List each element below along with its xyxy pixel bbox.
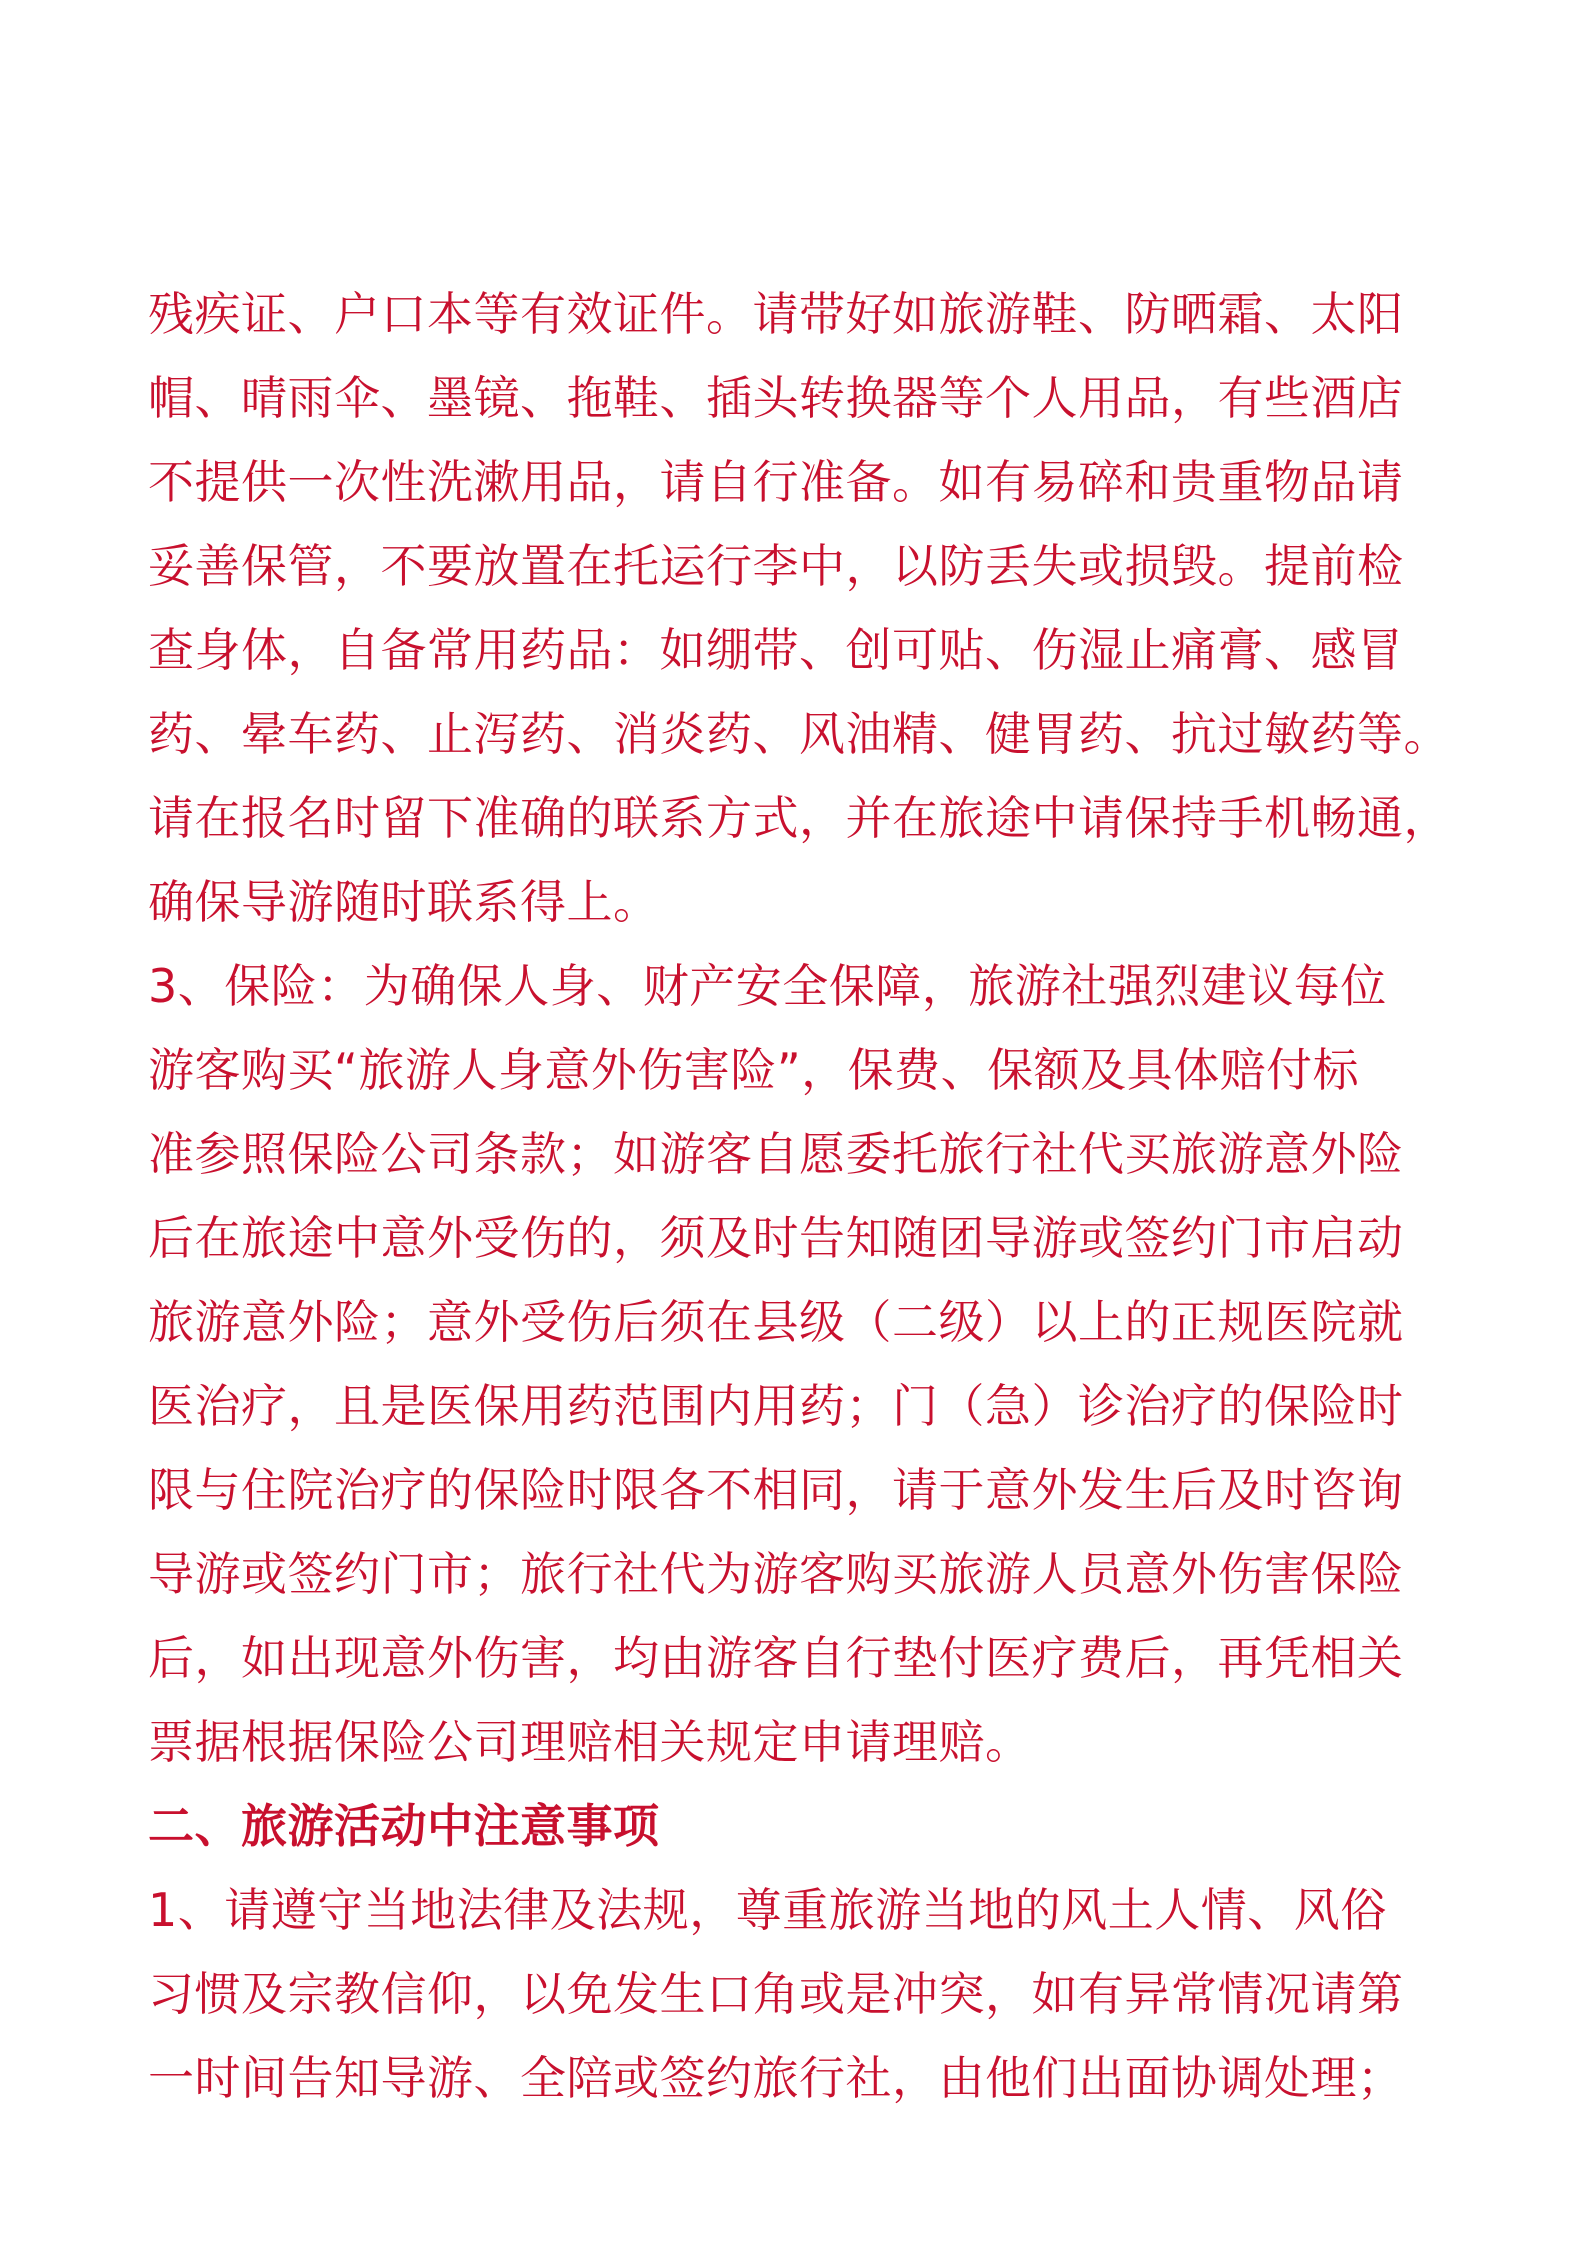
text-line: 确保导游随时联系得上。: [148, 875, 660, 929]
text-line: 医治疗，且是医保用药范围内用药；门（急）诊治疗的保险时: [148, 1379, 1404, 1433]
text-line: 票据根据保险公司理赔相关规定申请理赔。: [148, 1715, 1032, 1769]
text-line: 后，如出现意外伤害，均由游客自行垫付医疗费后，再凭相关: [148, 1631, 1404, 1685]
document-body: [148, 272, 1450, 2120]
text-line: 导游或签约门市；旅行社代为游客购买旅游人员意外伤害保险: [148, 1547, 1404, 1601]
text-line: 游客购买“旅游人身意外伤害险”，保费、保额及具体赔付标: [148, 1043, 1360, 1097]
text-line: 帽、晴雨伞、墨镜、拖鞋、插头转换器等个人用品，有些酒店: [148, 371, 1404, 425]
text-line: 不提供一次性洗漱用品，请自行准备。如有易碎和贵重物品请: [148, 455, 1404, 509]
text-line: 1、请遵守当地法律及法规，尊重旅游当地的风土人情、风俗: [148, 1883, 1387, 1937]
text-line: 3、保险：为确保人身、财产安全保障，旅游社强烈建议每位: [148, 959, 1387, 1013]
text-line: 准参照保险公司条款；如游客自愿委托旅行社代买旅游意外险: [148, 1127, 1404, 1181]
text-line: 请在报名时留下准确的联系方式，并在旅途中请保持手机畅通，: [148, 791, 1450, 845]
text-line: 查身体，自备常用药品：如绷带、创可贴、伤湿止痛膏、感冒: [148, 623, 1404, 677]
text-line: 妥善保管，不要放置在托运行李中，以防丢失或损毁。提前检: [148, 539, 1404, 593]
text-line: 习惯及宗教信仰，以免发生口角或是冲突，如有异常情况请第: [148, 1967, 1404, 2021]
text-line: 药、晕车药、止泻药、消炎药、风油精、健胃药、抗过敏药等。: [148, 707, 1450, 761]
text-line: 旅游意外险；意外受伤后须在县级（二级）以上的正规医院就: [148, 1295, 1404, 1349]
text-line: 后在旅途中意外受伤的，须及时告知随团导游或签约门市启动: [148, 1211, 1404, 1265]
text-line: 一时间告知导游、全陪或签约旅行社，由他们出面协调处理；: [148, 2051, 1404, 2105]
section-heading: 二、旅游活动中注意事项: [148, 1799, 660, 1853]
text-line: 残疾证、户口本等有效证件。请带好如旅游鞋、防晒霜、太阳: [148, 287, 1404, 341]
text-line: 限与住院治疗的保险时限各不相同，请于意外发生后及时咨询: [148, 1463, 1404, 1517]
